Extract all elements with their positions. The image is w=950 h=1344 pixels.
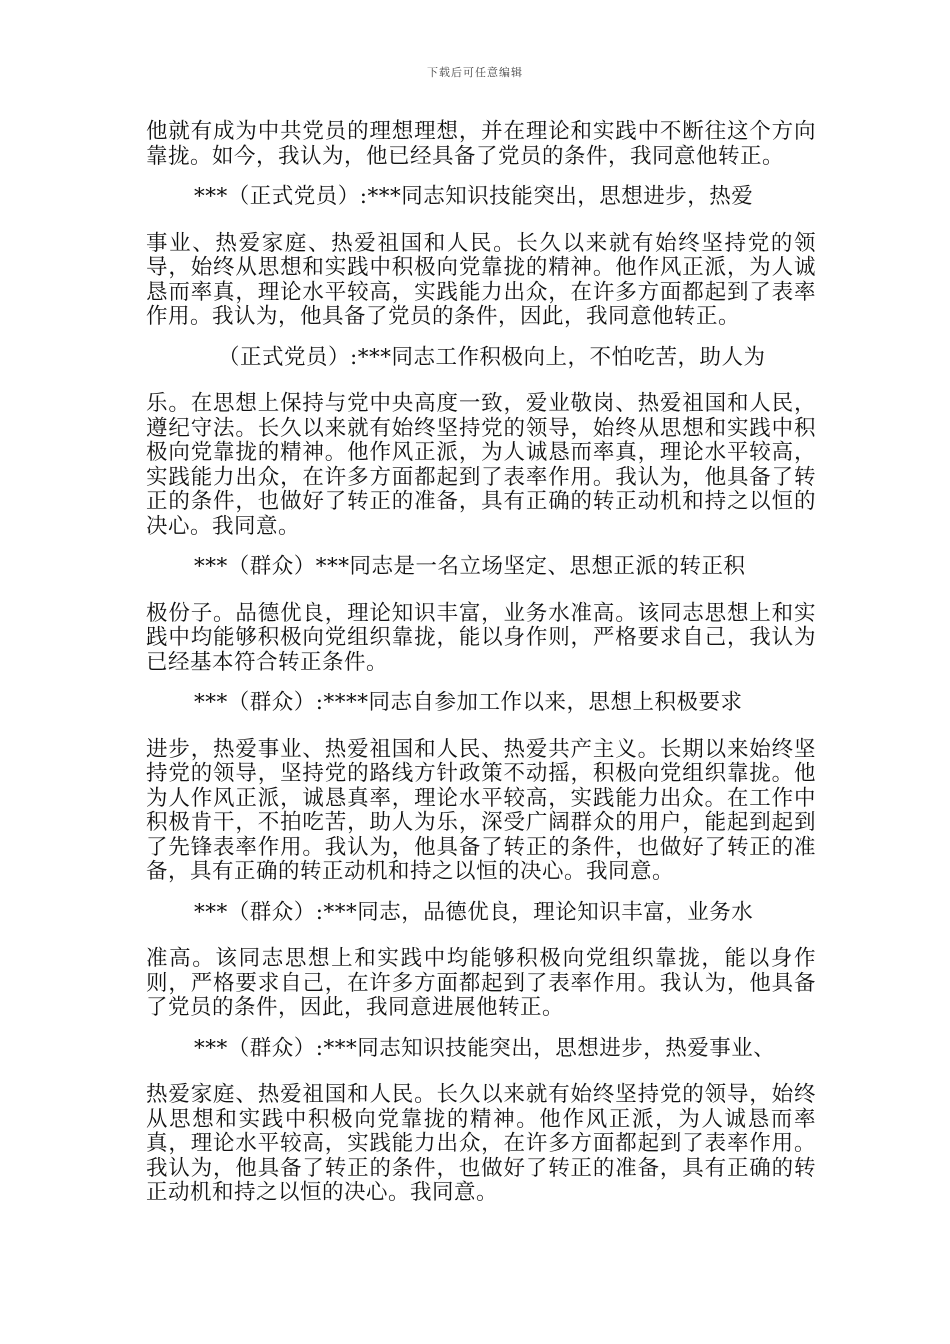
paragraph-6-opener: ***（群众）:***同志，品德优良，理论知识丰富，业务水 (194, 899, 754, 925)
paragraph-1-body: 他就有成为中共党员的理想理想，并在理论和实践中不断往这个方向靠拢。如今，我认为，他已经具备了党员的条件，我同意他转正。 (146, 119, 816, 169)
page-header: 下载后可任意编辑 (427, 66, 523, 79)
paragraph-4-body: 极份子。品德优良，理论知识丰富，业务水准高。该同志思想上和实践中均能够积极向党组织靠拢，能以身作则，严格要求自己，我认为已经基本符合转正条件。 (146, 600, 816, 675)
document-body (146, 120, 816, 1206)
paragraph-5-body: 进步，热爱事业、热爱祖国和人民、热爱共产主义。长期以来始终坚持党的领导，坚持党的路线方针政策不动摇，积极向党组织靠拢。他为人作风正派，诚恳真率，理论水平较高，实践能力出众。在工作中积极肯干，不拍吃苦，助人为乐，深受广阔群众的用户，能起到起到了先锋表率作用。我认为，他具备了转正的条件，也做好了转正的准备，具有正确的转正动机和持之以恒的决心。我同意。 (146, 736, 816, 884)
paragraph-7-body: 热爱家庭、热爱祖国和人民。长久以来就有始终坚持党的领导，始终从思想和实践中积极向党靠拢的精神。他作风正派，为人诚恳而率真，理论水平较高，实践能力出众，在许多方面都起到了表率作用。我认为，他具备了转正的条件，也做好了转正的准备，具有正确的转正动机和持之以恒的决心。我同意。 (146, 1082, 816, 1205)
paragraph-3-body: 乐。在思想上保持与党中央高度一致，爱业敬岗、热爱祖国和人民，遵纪守法。长久以来就有始终坚持党的领导，始终从思想和实践中积极向党靠拢的精神。他作风正派，为人诚恳而率真，理论水平较高，实践能力出众，在许多方面都起到了表率作用。我认为，他具备了转正的条件，也做好了转正的准备，具有正确的转正动机和持之以恒的决心。我同意。 (146, 391, 816, 539)
paragraph-2-opener: ***（正式党员）:***同志知识技能突出，思想进步，热爱 (194, 184, 754, 209)
paragraph-7-opener: ***（群众）:***同志知识技能突出，思想进步，热爱事业、 (194, 1035, 776, 1061)
paragraph-3-opener: （正式党员）:***同志工作积极向上，不怕吃苦，助人为 (218, 344, 766, 370)
paragraph-6-body: 准高。该同志思想上和实践中均能够积极向党组织靠拢，能以身作则，严格要求自己，在许多方面都起到了表率作用。我认为，他具备了党员的条件，因此，我同意进展他转正。 (146, 946, 816, 1020)
paragraph-5-opener: ***（群众）:****同志自参加工作以来，思想上积极要求 (194, 690, 743, 715)
paragraph-2-body: 事业、热爱家庭、热爱祖国和人民。长久以来就有始终坚持党的领导，始终从思想和实践中积极向党靠拢的精神。他作风正派，为人诚恳而率真，理论水平较高，实践能力出众，在许多方面都起到了表率作用。我认为，他具备了党员的条件，因此，我同意他转正。 (146, 230, 816, 329)
paragraph-4-opener: ***（群众）***同志是一名立场坚定、思想正派的转正积 (194, 554, 746, 579)
